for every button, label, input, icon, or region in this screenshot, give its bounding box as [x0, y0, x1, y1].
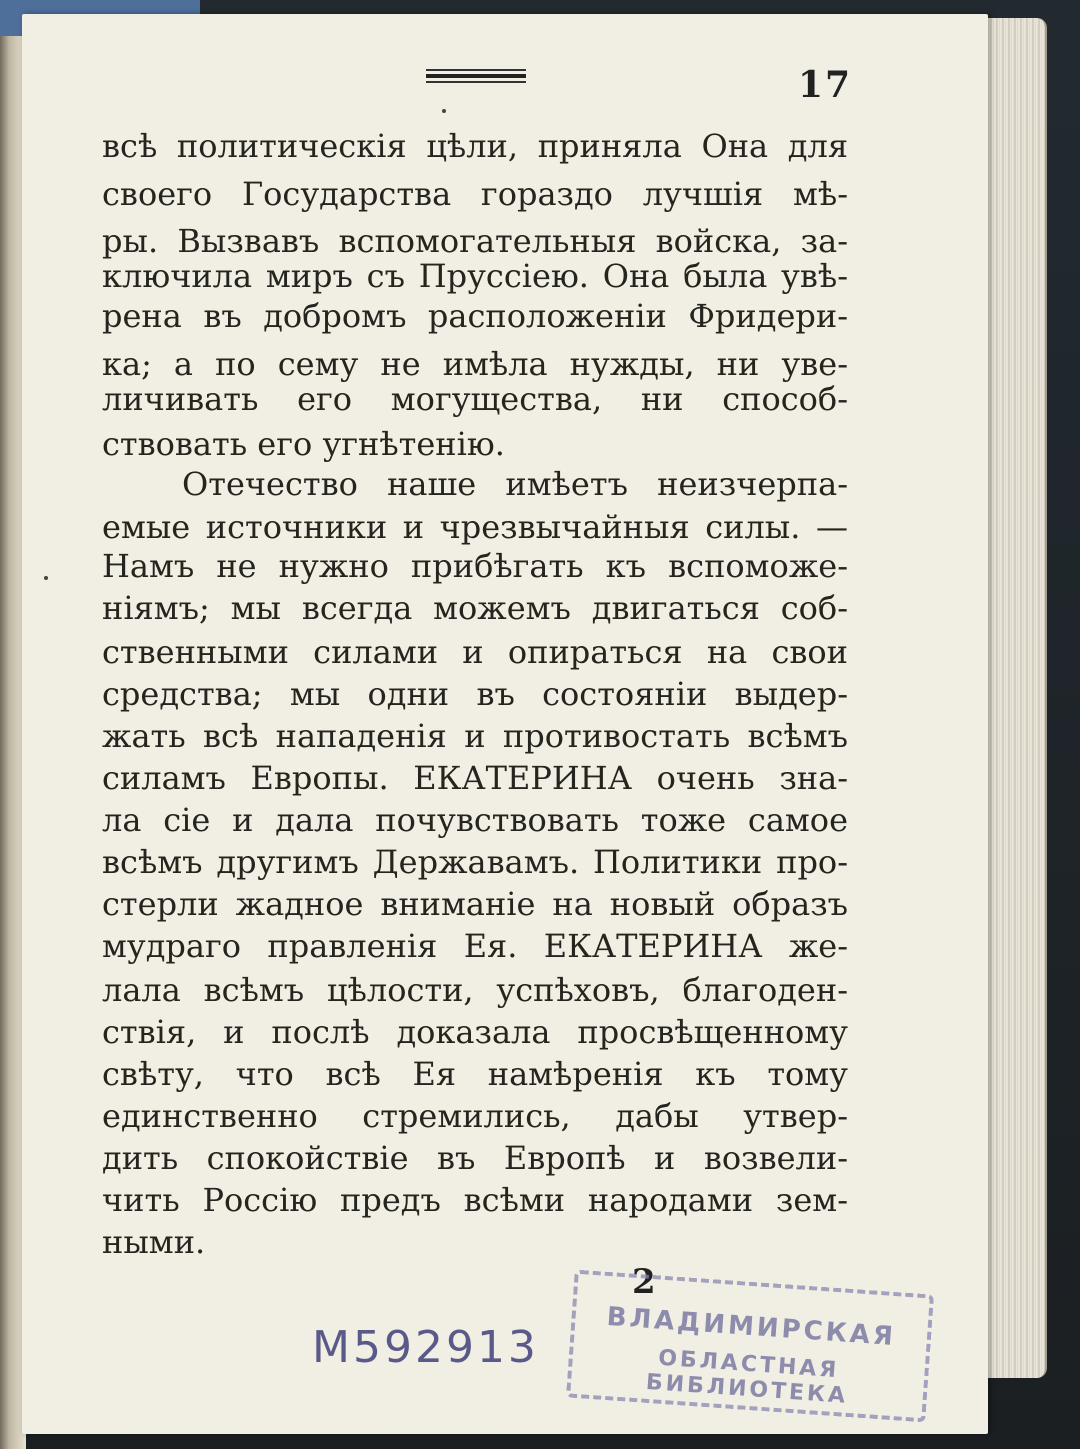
text-line: ка; а по сему не имѣла нужды, ни уве- [102, 345, 848, 383]
signature-mark: 2 [632, 1262, 656, 1302]
text-line: всѣ политическія цѣли, приняла Она для [102, 127, 848, 165]
text-line: ствовать его угнѣтенію. [102, 425, 505, 463]
text-line: Намъ не нужно прибѣгать къ вспоможе- [102, 547, 848, 585]
text-line: всѣмъ другимъ Державамъ. Политики про- [102, 843, 848, 881]
text-line: единственно стремились, дабы утвер- [102, 1097, 848, 1135]
text-line: средства; мы одни въ состояніи выдер- [102, 675, 848, 713]
text-line: ключила миръ съ Пруссіею. Она была увѣ- [102, 257, 848, 295]
text-line: чить Россію предъ всѣми народами зем- [102, 1181, 848, 1219]
text-line: стерли жадное вниманіе на новый образъ [102, 885, 848, 923]
ink-speck [442, 109, 446, 113]
text-line: личивать его могущества, ни способ- [102, 380, 848, 418]
inventory-number-stamp: М592913 [312, 1322, 539, 1373]
text-line: ла сіе и дала почувствовать тоже самое [102, 801, 848, 839]
text-line: ры. Вызвавъ вспомогательныя войска, за- [102, 222, 848, 260]
text-line: дить спокойствіе въ Европѣ и возвели- [102, 1139, 848, 1177]
text-line: Отечество наше имѣетъ неизчерпа- [182, 465, 848, 503]
library-stamp-line: ОБЛАСТНАЯ БИБЛИОТЕКА [645, 1345, 849, 1409]
page-number: 17 [798, 64, 853, 106]
text-line: мудраго правленія Ея. ЕКАТЕРИНА же- [102, 927, 848, 965]
text-line: жать всѣ нападенія и противостать всѣмъ [102, 717, 848, 755]
text-line: ными. [102, 1223, 206, 1261]
ink-speck [44, 576, 48, 580]
text-line: ствія, и послѣ доказала просвѣщенному [102, 1013, 848, 1051]
library-stamp [566, 1270, 934, 1423]
header-rule [426, 69, 526, 85]
text-line: рена въ добромъ расположеніи Фридери- [102, 297, 848, 335]
library-stamp-line: ВЛАДИМИРСКАЯ [605, 1301, 897, 1353]
book-page [22, 14, 988, 1434]
text-line: свѣту, что всѣ Ея намѣренія къ тому [102, 1055, 848, 1093]
text-line: емые источники и чрезвычайныя силы. — [102, 508, 848, 546]
text-line: лала всѣмъ цѣлости, успѣховъ, благоден- [102, 971, 848, 1009]
text-line: ніямъ; мы всегда можемъ двигаться соб- [102, 589, 848, 627]
text-line: своего Государства гораздо лучшія мѣ- [102, 175, 848, 213]
text-line: ственными силами и опираться на свои [102, 633, 848, 671]
text-line: силамъ Европы. ЕКАТЕРИНА очень зна- [102, 759, 848, 797]
